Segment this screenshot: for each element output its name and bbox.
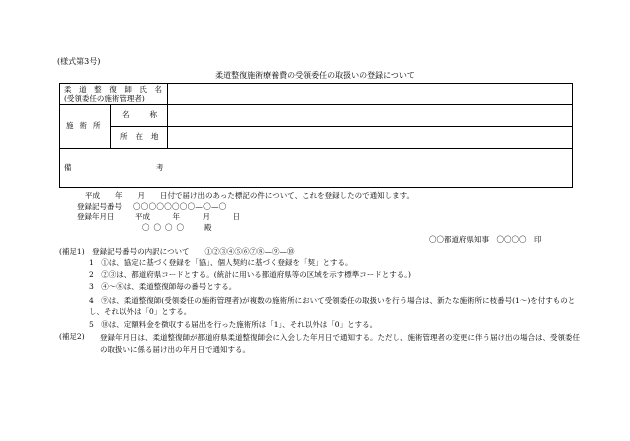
note1-item-3: 3 ④〜⑧は、柔道整復師毎の番号とする。 <box>89 282 237 291</box>
note1-item-1: 1 ①は、協定に基づく登録を「協」、個人契約に基づく登録を「契」とする。 <box>89 258 353 267</box>
row-divider <box>60 148 572 149</box>
registration-date-label: 登録年月日 <box>77 212 115 221</box>
note2-header: (補足2) <box>59 332 85 341</box>
form-number: (様式第3号) <box>57 57 101 66</box>
clinic-label: 施術所 <box>66 121 107 130</box>
notice-text: 平成 年 月 日付で届け出のあった標記の件について、これを登録したので通知します。 <box>85 191 415 200</box>
name-sub-label: (受領委任の施術管理者) <box>64 94 145 103</box>
row-divider <box>110 126 572 127</box>
registration-number-label: 登録記号番号 <box>77 202 122 211</box>
name-label-char: 柔 <box>64 85 72 94</box>
remarks-label-right: 考 <box>156 163 164 172</box>
name-label <box>64 85 162 94</box>
name-label-char: 名 <box>154 85 162 94</box>
name-label-char: 氏 <box>139 85 147 94</box>
name-label-char: 道 <box>79 85 87 94</box>
name-label-char: 師 <box>124 85 132 94</box>
document-title: 柔道整復施術療養費の受領委任の取扱いの登録について <box>215 71 415 80</box>
addressee-circles: 〇〇〇〇 <box>142 223 188 232</box>
remarks-label-left: 備 <box>64 163 72 172</box>
name-label-char: 整 <box>94 85 102 94</box>
registration-table <box>59 83 573 188</box>
issuer-line: 〇〇都道府県知事 〇〇〇〇 印 <box>429 235 542 244</box>
clinic-name-label: 名称 <box>122 110 177 119</box>
clinic-column-divider <box>110 104 111 148</box>
note1-item-4: 4 ⑨は、柔道整復師(受領委任の施術管理者)が複数の施術所において受領委任の取扱いを行う場合は、新たな施術所に枝番号(1〜)を付すものとし、それ以外は「0」とする。 <box>89 296 576 316</box>
note2-text: 登録年月日は、柔道整復師が都道府県柔道整復師会に入会した年月日で通知する。ただし、施術管理者の変更に伴う届け出の場合は、受領委任の取扱いに係る届け出の年月日で通知する。 <box>100 333 580 354</box>
row-divider <box>60 104 572 105</box>
registration-date-value: 平成 年 月 日 <box>135 212 240 221</box>
clinic-address-label: 所在地 <box>120 132 167 141</box>
note1-item-5: 5 ⑩は、定額料金を徴収する届出を行った施術所は「1」、それ以外は「0」とする。 <box>89 320 378 329</box>
note1-item-2: 2 ②③は、都道府県コードとする。(統計に用いる都道府県等の区域を示す標準コードとする。) <box>89 270 411 279</box>
name-label-char: 復 <box>109 85 117 94</box>
note1-header: (補足1) 登録記号番号の内訳について ①②③④⑤⑥⑦⑧—⑨—⑩ <box>59 247 295 256</box>
registration-number-value: 〇〇〇〇〇〇〇〇—〇—〇 <box>133 202 227 211</box>
addressee-honorific: 殿 <box>204 223 212 232</box>
